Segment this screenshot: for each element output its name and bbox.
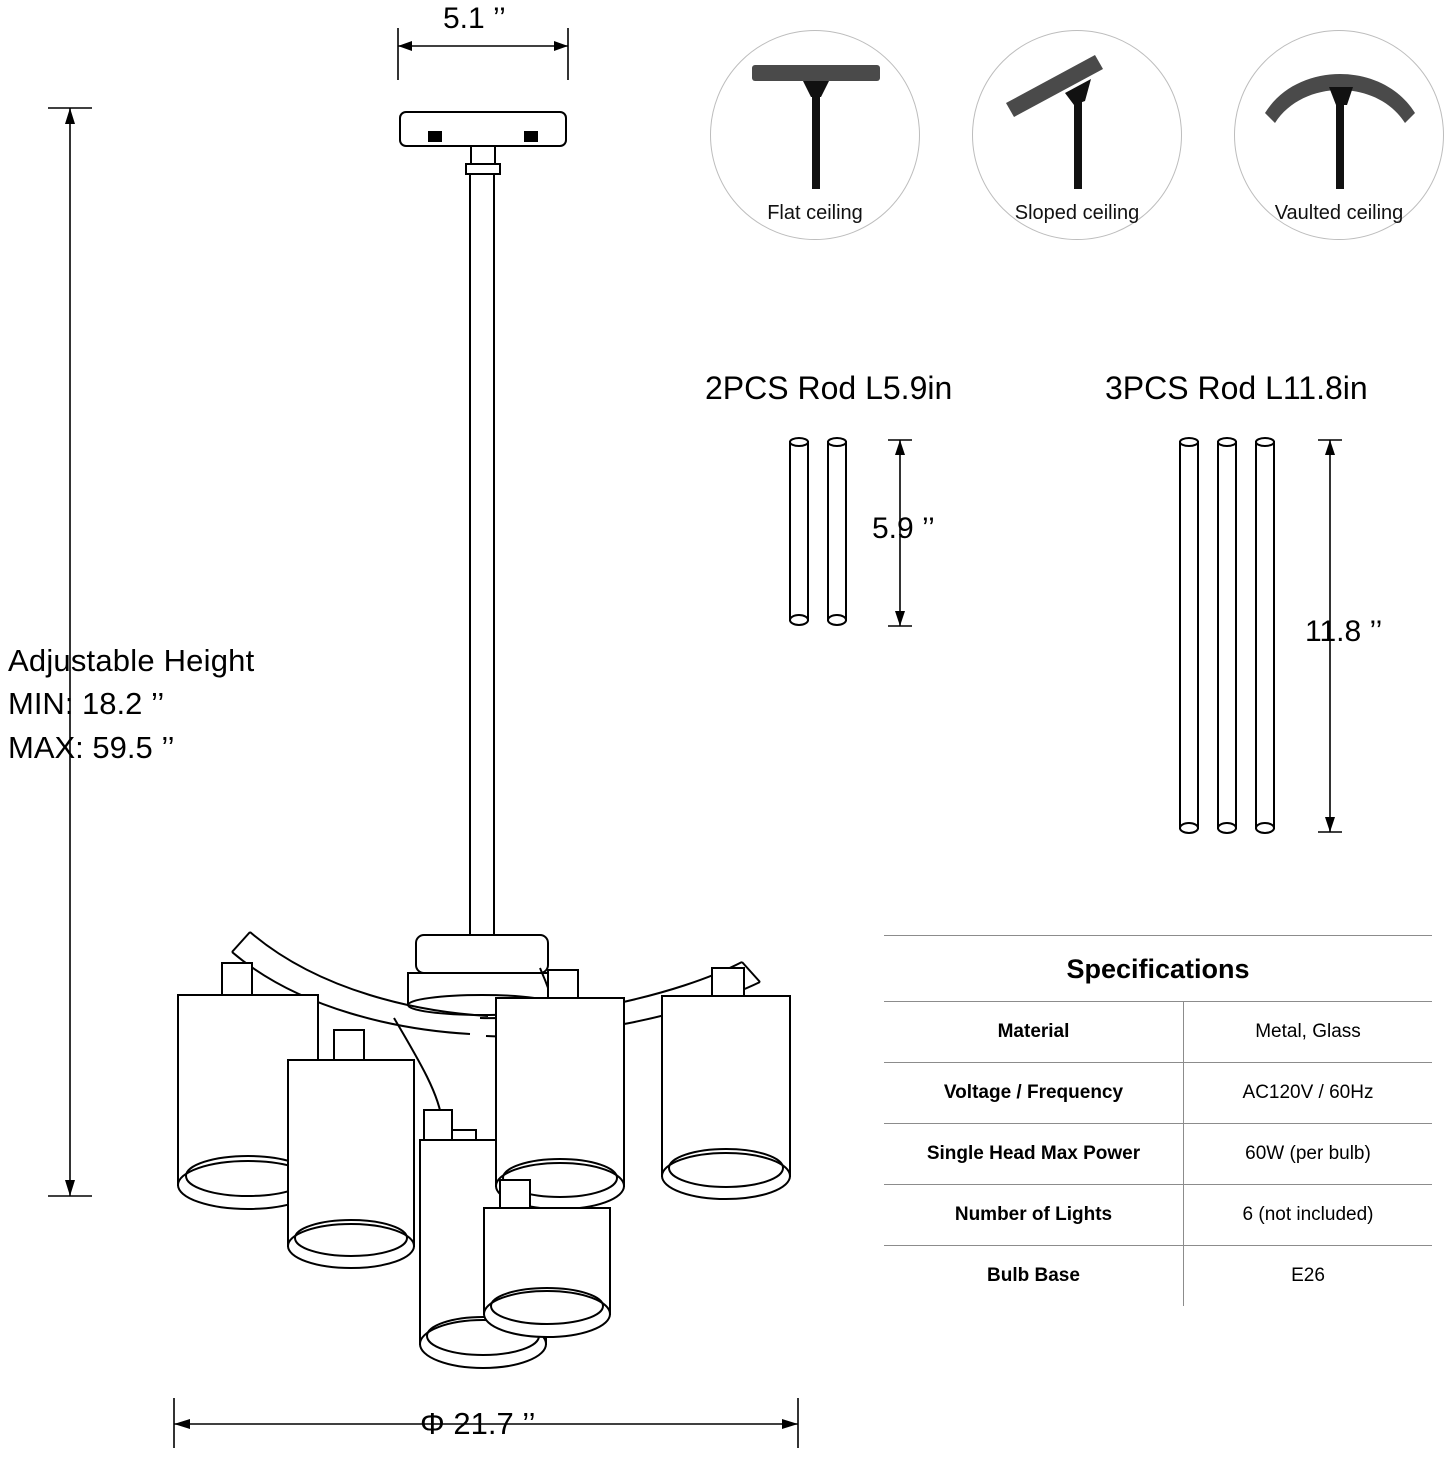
- diameter-label: Φ 21.7 ’’: [420, 1406, 536, 1441]
- spec-label-number-of-lights: Number of Lights: [884, 1185, 1184, 1246]
- spec-label-max-power: Single Head Max Power: [884, 1124, 1184, 1185]
- spec-label-bulb-base: Bulb Base: [884, 1246, 1184, 1307]
- ceiling-canopy: [400, 112, 566, 174]
- spec-value-number-of-lights: 6 (not included): [1184, 1185, 1433, 1246]
- table-row: [884, 1063, 1432, 1124]
- flat-ceiling-caption: Flat ceiling: [767, 202, 863, 224]
- flat-ceiling-card: [710, 30, 920, 240]
- spec-value-bulb-base: E26: [1291, 1265, 1325, 1286]
- shade-2: [288, 1030, 414, 1268]
- spec-title: Specifications: [884, 936, 1432, 1002]
- spec-value-max-power: 60W (per bulb): [1184, 1124, 1433, 1185]
- specifications-table: [884, 935, 1432, 1306]
- rod-group-2-dimension: 5.9 ’’: [872, 512, 935, 545]
- canopy-width-label: 5.1 ’’: [443, 2, 506, 35]
- spec-value-voltage: AC120V / 60Hz: [1184, 1063, 1433, 1124]
- sloped-ceiling-card: [972, 30, 1182, 240]
- glass-shades: [178, 963, 790, 1368]
- vaulted-ceiling-card: [1234, 30, 1444, 240]
- adjustable-height-block: [8, 640, 388, 770]
- rod-group-3-heading: 3PCS Rod L11.8in: [1105, 370, 1368, 406]
- spec-label-voltage: Voltage / Frequency: [884, 1063, 1184, 1124]
- rod-group-3-dimension: 11.8 ’’: [1305, 615, 1383, 648]
- down-rod: [470, 174, 494, 934]
- table-row: [884, 1002, 1432, 1063]
- rod-group-2-heading: 2PCS Rod L5.9in: [705, 370, 953, 406]
- spec-title-row: [884, 936, 1432, 1002]
- shade-6: [662, 968, 790, 1199]
- shade-4: [496, 970, 624, 1209]
- sloped-ceiling-caption: Sloped ceiling: [1014, 202, 1140, 224]
- table-row: [884, 1124, 1432, 1185]
- min-height-label: MIN: 18.2 ’’: [8, 685, 165, 721]
- spec-label-material: Material: [884, 1002, 1184, 1063]
- table-row: [884, 1185, 1432, 1246]
- table-row: [884, 1246, 1432, 1307]
- adjustable-height-title: Adjustable Height: [8, 643, 255, 678]
- max-height-label: MAX: 59.5 ’’: [8, 729, 175, 765]
- spec-value-material: Metal, Glass: [1184, 1002, 1433, 1063]
- vaulted-ceiling-caption: Vaulted ceiling: [1274, 202, 1404, 224]
